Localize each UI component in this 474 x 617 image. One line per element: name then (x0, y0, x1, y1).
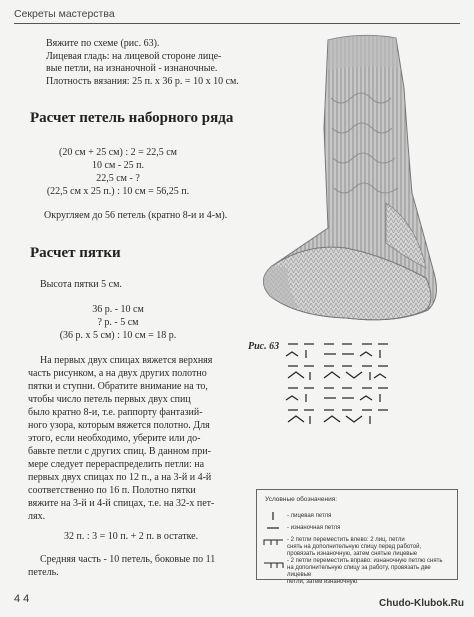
knit-stitch-icon (263, 512, 283, 520)
legend-line: петли, затем изнаночную (287, 579, 358, 585)
intro-line-1: Вяжите по схеме (рис. 63). (46, 38, 160, 49)
middle-line-2: петель. (28, 567, 59, 578)
cross-right-icon (263, 560, 285, 570)
para-line: ного узора, которым вяжется полотно. Для (28, 420, 210, 431)
legend-item-purl: - изнаночная петля (287, 525, 341, 531)
page-number: 4 4 (14, 593, 30, 605)
para-line: соответственно по 16 п. Полотно пятки (28, 485, 196, 496)
intro-line-2: Лицевая гладь: на лицевой стороне лице- (46, 51, 222, 62)
calc-line-4: (22,5 см х 25 п.) : 10 см = 56,25 п. (46, 186, 190, 197)
legend-line: снять на дополнительную спицу перед работой, (287, 544, 422, 550)
header-rule (14, 23, 460, 24)
para-line: лях. (28, 511, 46, 522)
sock-illustration (236, 28, 466, 348)
para-line: было кратно 8-и, т.е. раппорту фантазий- (28, 407, 203, 418)
middle-line-1: Средняя часть - 10 петель, боковые по 11 (40, 554, 216, 565)
running-header: Секреты мастерства (14, 8, 115, 20)
calc-line-1: (20 см + 25 см) : 2 = 22,5 см (58, 147, 178, 158)
heel-calc-3: (36 р. х 5 см) : 10 см = 18 р. (59, 330, 177, 341)
calc-line-2: 10 см - 25 п. (92, 160, 144, 171)
heel-calc-2: ? р. - 5 см (97, 317, 139, 328)
round-note: Округляем до 56 петель (кратно 8-и и 4-м). (44, 210, 228, 221)
heel-height: Высота пятки 5 см. (40, 279, 122, 290)
purl-stitch-icon (263, 524, 283, 532)
legend-item-cross-left (287, 537, 452, 558)
para-line: вяжите на 3-й и 4-й спицах, т.е. на 32-х пет- (28, 498, 215, 509)
watermark: Chudo-Klubok.Ru (379, 598, 464, 609)
legend-line: - 2 петли переместить влево: 2 лиц. петли (287, 537, 405, 543)
legend-item-cross-right (287, 558, 452, 586)
para-line: первых двух спицах по 12 п., а на 3-й и 4-й (28, 472, 212, 483)
para-line: этого, если необходимо, уберите или до- (28, 433, 201, 444)
legend-item-knit: - лицевая петля (287, 513, 332, 519)
para-line: мере следует перераспределить петли: на (28, 459, 205, 470)
legend-title: Условные обозначения: (265, 496, 338, 503)
para-line: пятки и ступни. Обратите внимание на то, (28, 381, 208, 392)
legend-line: на дополнительную спицу за работу, провязать две лицевые (287, 565, 431, 578)
legend-box (256, 489, 458, 585)
intro-line-3: вые петли, на изнаночной - изнаночные. (46, 63, 218, 74)
para-line: На первых двух спицах вяжется верхняя (40, 355, 213, 366)
para-line: бавьте петли с других спиц. В данном при- (28, 446, 211, 457)
section-title-heel: Расчет пятки (30, 245, 121, 261)
legend-line: провязать изнаночную, затем снятые лицевые (287, 551, 418, 557)
legend-line: - 2 петли переместить вправо: изнаночную петлю снять (287, 558, 443, 564)
para-line: часть рисунком, а на двух других полотно (28, 368, 207, 379)
calc-line-3: 22,5 см - ? (96, 173, 140, 184)
para-line: чтобы число петель первых двух спиц (28, 394, 191, 405)
heel-calc-1: 36 р. - 10 см (92, 304, 144, 315)
cross-left-icon (263, 537, 285, 547)
section-title-cast-on: Расчет петель наборного ряда (30, 110, 234, 126)
intro-line-4: Плотность вязания: 25 п. х 36 р. = 10 х 10 см. (46, 76, 239, 87)
remainder-calc: 32 п. : 3 = 10 п. + 2 п. в остатке. (64, 531, 199, 542)
figure-label: Рис. 63 (248, 341, 280, 352)
stitch-chart (284, 338, 392, 424)
